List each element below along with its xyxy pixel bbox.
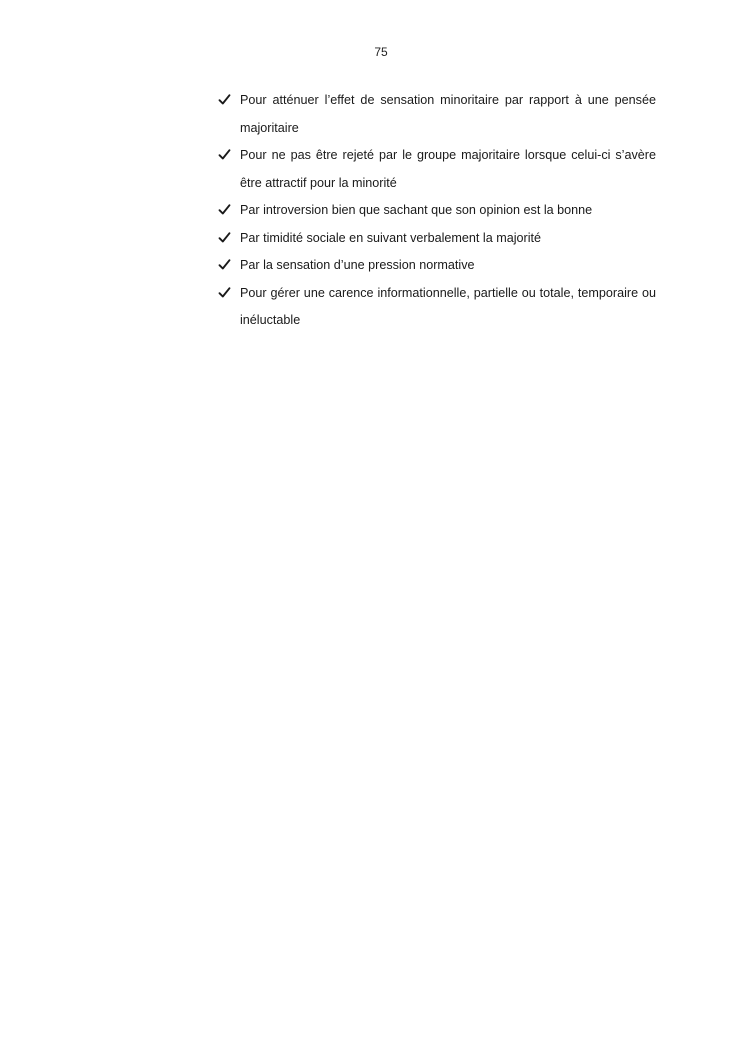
list-item	[218, 280, 656, 335]
check-icon	[218, 231, 231, 244]
list-item	[218, 252, 656, 280]
check-icon	[218, 93, 231, 106]
check-icon	[218, 148, 231, 161]
list-item-text: Par la sensation d’une pression normative	[240, 258, 475, 272]
check-icon	[218, 286, 231, 299]
list-item-text: Pour ne pas être rejeté par le groupe majoritaire lorsque celui-ci s’avère être attractif pour la minorité	[240, 148, 656, 190]
list-item	[218, 225, 656, 253]
list-item-text: Pour atténuer l’effet de sensation minoritaire par rapport à une pensée majoritaire	[240, 93, 656, 135]
check-icon	[218, 258, 231, 271]
list-item-text: Par introversion bien que sachant que son opinion est la bonne	[240, 203, 593, 217]
list-item	[218, 142, 656, 197]
list-item-text: Pour gérer une carence informationnelle, partielle ou totale, temporaire ou inéluctable	[240, 285, 656, 327]
page-number: 75	[374, 45, 388, 59]
check-icon	[218, 203, 231, 216]
list-item-text: Par timidité sociale en suivant verbalement la majorité	[240, 230, 541, 245]
list-item	[218, 87, 656, 142]
checklist	[218, 87, 656, 335]
list-item	[218, 197, 656, 225]
